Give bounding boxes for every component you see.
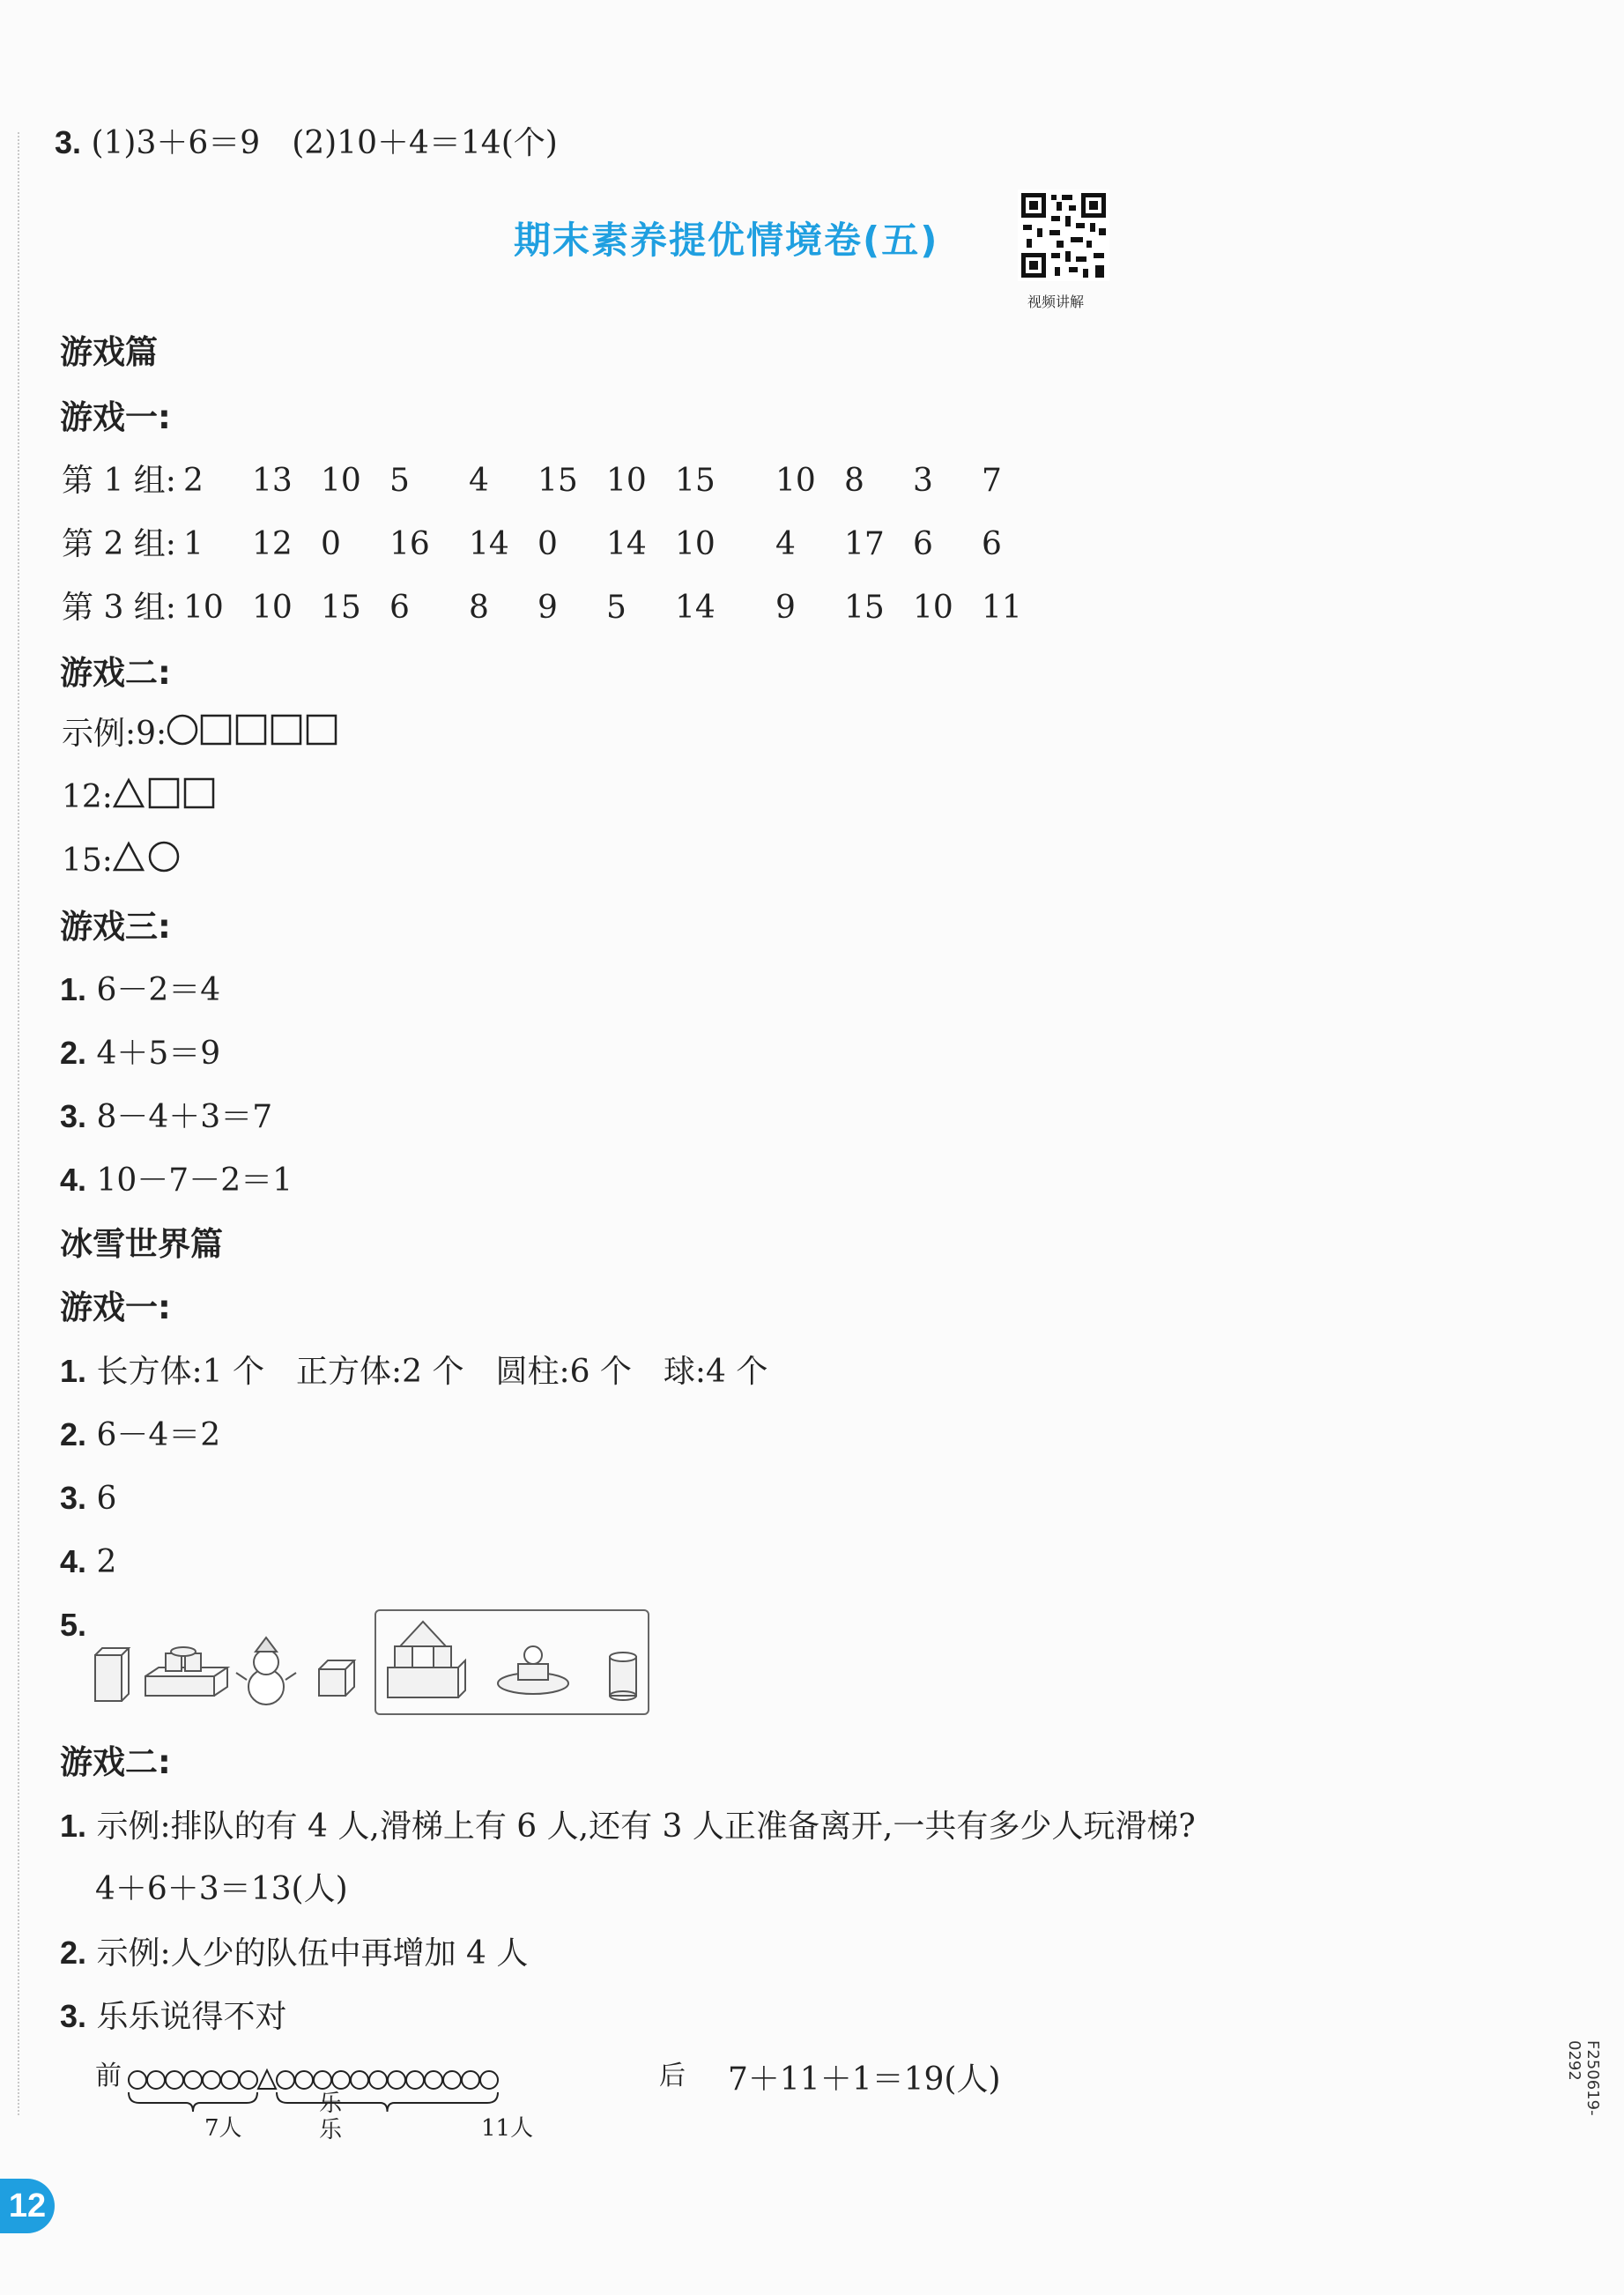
answer-text: 6 (96, 1481, 117, 1517)
game-heading: 游戏一: (60, 1289, 171, 1326)
answer-item (60, 1032, 220, 1075)
shape-example-9 (62, 713, 339, 755)
group-number: 6 (982, 526, 1002, 562)
queue-person-circle (314, 2071, 331, 2089)
group-number: 14 (469, 526, 509, 562)
group-number: 16 (389, 526, 430, 562)
queue-person-circle (240, 2071, 257, 2089)
queue-person-circle (221, 2071, 239, 2089)
section-heading: 游戏篇 (60, 333, 158, 371)
qr-caption: 视频讲解 (1027, 293, 1085, 310)
answer-item (60, 1350, 768, 1393)
game-heading: 游戏一: (60, 398, 171, 436)
triangle-and-circle-icon (113, 841, 183, 873)
side-code: F250619-0292 (1565, 2040, 1602, 2116)
group-number: 10 (252, 590, 293, 626)
queue-person-circle (388, 2071, 405, 2089)
group-number: 10 (775, 463, 816, 499)
answer-text: 长方体:1 个 正方体:2 个 圆柱:6 个 球:4 个 (96, 1354, 768, 1390)
queue-left-brace (129, 2092, 257, 2112)
queue-right-count-label: 11人 (481, 2115, 534, 2142)
queue-person-circle (277, 2071, 294, 2089)
queue-person-circle (184, 2071, 202, 2089)
page-title: 期末素养提优情境卷(五) (514, 219, 939, 262)
item-number: 2. (60, 1935, 87, 1971)
group-number: 7 (982, 463, 1002, 499)
group-number: 15 (844, 590, 885, 626)
group-number: 10 (913, 590, 953, 626)
group-number: 9 (538, 590, 558, 626)
answer-item (60, 1541, 116, 1584)
item-number: 5. (60, 1607, 87, 1643)
queue-person-circle (351, 2071, 368, 2089)
game-heading: 游戏二: (60, 1743, 171, 1781)
answer-item (60, 1159, 293, 1202)
shape-example-12 (62, 776, 217, 819)
answer-item (60, 1477, 116, 1520)
group-number: 4 (469, 463, 489, 499)
shape-line-label: 示例:9: (62, 716, 167, 752)
answer-item (60, 1805, 1196, 1848)
group-number: 17 (844, 526, 885, 562)
queue-diagram (125, 2055, 654, 2161)
top-answer (55, 122, 558, 165)
item-number: 3. (60, 1998, 87, 2034)
item-number: 1. (60, 1808, 87, 1844)
qr-code[interactable] (1018, 189, 1109, 281)
page-number-badge: 12 (0, 2179, 55, 2233)
group-number: 10 (606, 463, 647, 499)
group-number: 5 (606, 590, 627, 626)
section-heading: 冰雪世界篇 (60, 1225, 223, 1263)
item-number: 1. (60, 971, 87, 1007)
group-number: 6 (389, 590, 410, 626)
answer-text: 4＋5＝9 (96, 1036, 221, 1072)
group-number: 10 (321, 463, 361, 499)
group-number: 15 (675, 463, 716, 499)
answer-item (95, 1868, 348, 1911)
group-number: 8 (469, 590, 489, 626)
queue-person-circle (129, 2071, 146, 2089)
margin-dotted-line (18, 132, 19, 2115)
group-number: 0 (538, 526, 558, 562)
queue-front-label: 前 (95, 2061, 122, 2091)
queue-left-count-label: 7人 (204, 2115, 242, 2142)
queue-lele-triangle (258, 2070, 276, 2089)
item-number: 2. (60, 1035, 87, 1071)
answer-item (60, 1096, 272, 1139)
queue-person-circle (203, 2071, 220, 2089)
answer-item (60, 1932, 528, 1975)
group-number: 6 (913, 526, 933, 562)
shape-line-label: 15: (62, 843, 113, 879)
answer-item (60, 1414, 220, 1457)
queue-lele-label: 乐 乐 (319, 2091, 343, 2143)
queue-back-label: 后 (659, 2061, 686, 2091)
answer-text: 4＋6＋3＝13(人) (95, 1871, 348, 1907)
shape-line-label: 12: (62, 779, 113, 815)
castle-shapes-illustration (379, 1613, 643, 1710)
answer-text: 6－4＝2 (96, 1417, 221, 1453)
group-number: 12 (252, 526, 293, 562)
queue-person-circle (147, 2071, 165, 2089)
item-number: 3. (60, 1480, 87, 1516)
group-number: 10 (183, 590, 224, 626)
answer-text: 示例:排队的有 4 人,滑梯上有 6 人,还有 3 人正准备离开,一共有多少人玩滑梯? (96, 1809, 1196, 1845)
item-number: 1. (60, 1353, 87, 1389)
group-number: 3 (913, 463, 933, 499)
answer-item (60, 1995, 287, 2039)
group-number: 5 (389, 463, 410, 499)
answer-item (60, 1604, 86, 1647)
item-number: 4. (60, 1162, 87, 1198)
group-number: 8 (844, 463, 864, 499)
answer-text: 示例:人少的队伍中再增加 4 人 (96, 1935, 529, 1972)
queue-person-circle (166, 2071, 183, 2089)
answer-item (60, 969, 220, 1012)
answer-text: 6－2＝4 (96, 972, 221, 1008)
item-number: 4. (60, 1543, 87, 1579)
triangle-and-squares-icon (113, 777, 217, 809)
group-label: 第 2 组: (62, 526, 176, 562)
circle-and-squares-icon (167, 714, 339, 746)
group-number: 14 (675, 590, 716, 626)
group-number: 15 (538, 463, 578, 499)
queue-person-circle (332, 2071, 350, 2089)
queue-person-circle (443, 2071, 461, 2089)
group-number: 11 (982, 590, 1022, 626)
group-number: 9 (775, 590, 796, 626)
answer-text: 8－4＋3＝7 (96, 1099, 273, 1135)
queue-person-circle (406, 2071, 424, 2089)
answer-text: 10－7－2＝1 (96, 1162, 293, 1199)
item-number: 3. (55, 124, 82, 160)
group-number: 14 (606, 526, 647, 562)
queue-person-circle (462, 2071, 479, 2089)
queue-right-brace (277, 2092, 498, 2112)
game-heading: 游戏二: (60, 654, 171, 692)
group-number: 2 (183, 463, 204, 499)
queue-equation: 7＋11＋1＝19(人) (728, 2061, 1001, 2098)
solid-shapes-illustration (88, 1630, 370, 1710)
queue-person-circle (295, 2071, 313, 2089)
answer-text: 乐乐说得不对 (96, 1999, 287, 2035)
group-number: 0 (321, 526, 341, 562)
answer-text: (1)3＋6＝9 (2)10＋4＝14(个) (91, 125, 558, 161)
group-number: 13 (252, 463, 293, 499)
group-label: 第 3 组: (62, 590, 176, 626)
qr-code-icon (1018, 189, 1109, 281)
group-number: 15 (321, 590, 361, 626)
queue-person-circle (480, 2071, 498, 2089)
item-number: 2. (60, 1416, 87, 1452)
group-number: 10 (675, 526, 716, 562)
answer-text: 2 (96, 1544, 117, 1580)
queue-person-circle (425, 2071, 442, 2089)
group-label: 第 1 组: (62, 463, 176, 499)
item-number: 3. (60, 1098, 87, 1134)
queue-person-circle (369, 2071, 387, 2089)
group-number: 4 (775, 526, 796, 562)
shape-example-15 (62, 840, 183, 882)
game-heading: 游戏三: (60, 908, 171, 946)
group-number: 1 (183, 526, 204, 562)
